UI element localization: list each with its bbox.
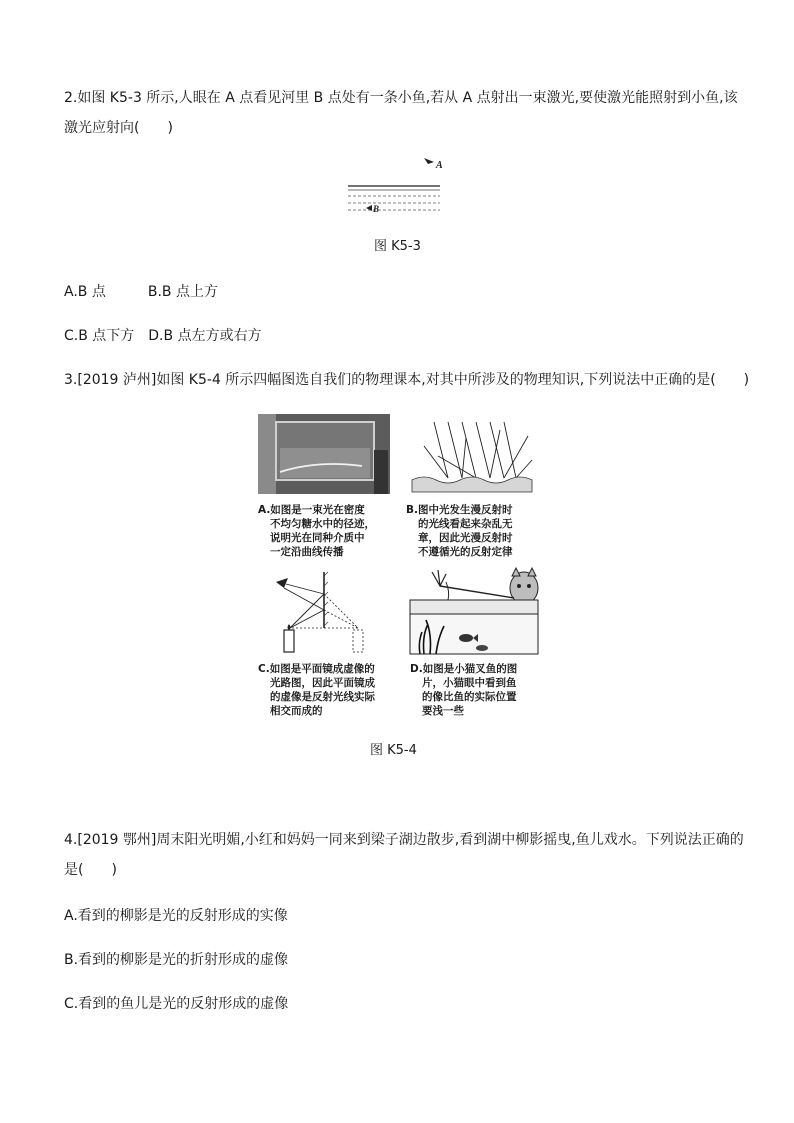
- q2-option-b[interactable]: B.B 点上方: [147, 284, 218, 300]
- panel-d-image: [406, 566, 542, 658]
- figure-k5-3-caption: 图 K5-3: [374, 239, 421, 254]
- panel-b-image: [404, 416, 540, 496]
- q4-option-c[interactable]: C.看到的鱼儿是光的反射形成的虚像: [64, 996, 289, 1012]
- label-b: B: [373, 204, 380, 214]
- panel-c-line: 的虚像是反射光线实际: [270, 691, 375, 703]
- panel-c-line: C.如图是平面镜成虚像的: [258, 663, 375, 675]
- panel-b-line: 的光线看起来杂乱无: [418, 518, 513, 530]
- panel-a-text: [258, 503, 375, 559]
- panel-b-line: B.图中光发生漫反射时: [406, 504, 513, 516]
- panel-b-line: 不遵循光的反射定律: [418, 546, 513, 558]
- q2-stem-line2: 激光应射向( ): [64, 120, 173, 136]
- q2-options-row1: [64, 282, 218, 302]
- eye-icon: [276, 578, 288, 588]
- q4-stem-line1: 4.[2019 鄂州]周末阳光明媚,小红和妈妈一同来到梁子湖边散步,看到湖中柳影摇曳,鱼儿戏水。下列说法正确的: [64, 832, 744, 848]
- panel-b-line: 章，因此光漫反射时: [418, 532, 513, 544]
- panel-d-line: 的像比鱼的实际位置: [422, 691, 517, 703]
- panel-a-line: 一定沿曲线传播: [270, 546, 344, 558]
- q2-option-c[interactable]: C.B 点下方: [64, 328, 135, 344]
- panel-d-line: D.如图是小猫叉鱼的图: [410, 663, 518, 675]
- q4-stem-line2: 是( ): [64, 862, 117, 878]
- q4-option-a[interactable]: A.看到的柳影是光的反射形成的实像: [64, 908, 288, 924]
- panel-d-line: 片，小猫眼中看到鱼: [422, 677, 517, 689]
- panel-d-text: [410, 662, 517, 718]
- panel-c-line: 相交而成的: [270, 705, 323, 717]
- figure-k5-3: [340, 150, 460, 220]
- panel-c-line: 光路图，因此平面镜成: [270, 677, 375, 689]
- panel-c-text: [258, 662, 375, 718]
- q2-option-a[interactable]: A.B 点: [64, 284, 106, 300]
- panel-d-line: 要浅一些: [422, 705, 464, 717]
- panel-b-text: [406, 503, 513, 559]
- figure-k5-4-caption: 图 K5-4: [370, 743, 417, 758]
- panel-a-line: A.如图是一束光在密度: [258, 504, 365, 516]
- panel-c-image: [262, 566, 374, 658]
- q2-options-row2: [64, 326, 262, 346]
- q2-option-d[interactable]: D.B 点左方或右方: [148, 328, 262, 344]
- panel-a-line: 不均匀糖水中的径迹，: [270, 518, 375, 530]
- label-a: A: [436, 160, 443, 171]
- panel-a-line: 说明光在同种介质中: [270, 532, 365, 544]
- q2-stem-line1: 2.如图 K5-3 所示,人眼在 A 点看见河里 B 点处有一条小鱼,若从 A 点射出一束激光,要使激光能照射到小鱼,该: [64, 90, 738, 106]
- panel-a-image: [258, 414, 390, 494]
- eye-icon: [424, 158, 434, 164]
- q3-stem-line1: 3.[2019 泸州]如图 K5-4 所示四幅图选自我们的物理课本,对其中所涉及的物理知识,下列说法中正确的是( ): [64, 372, 750, 388]
- q4-option-b[interactable]: B.看到的柳影是光的折射形成的虚像: [64, 952, 289, 968]
